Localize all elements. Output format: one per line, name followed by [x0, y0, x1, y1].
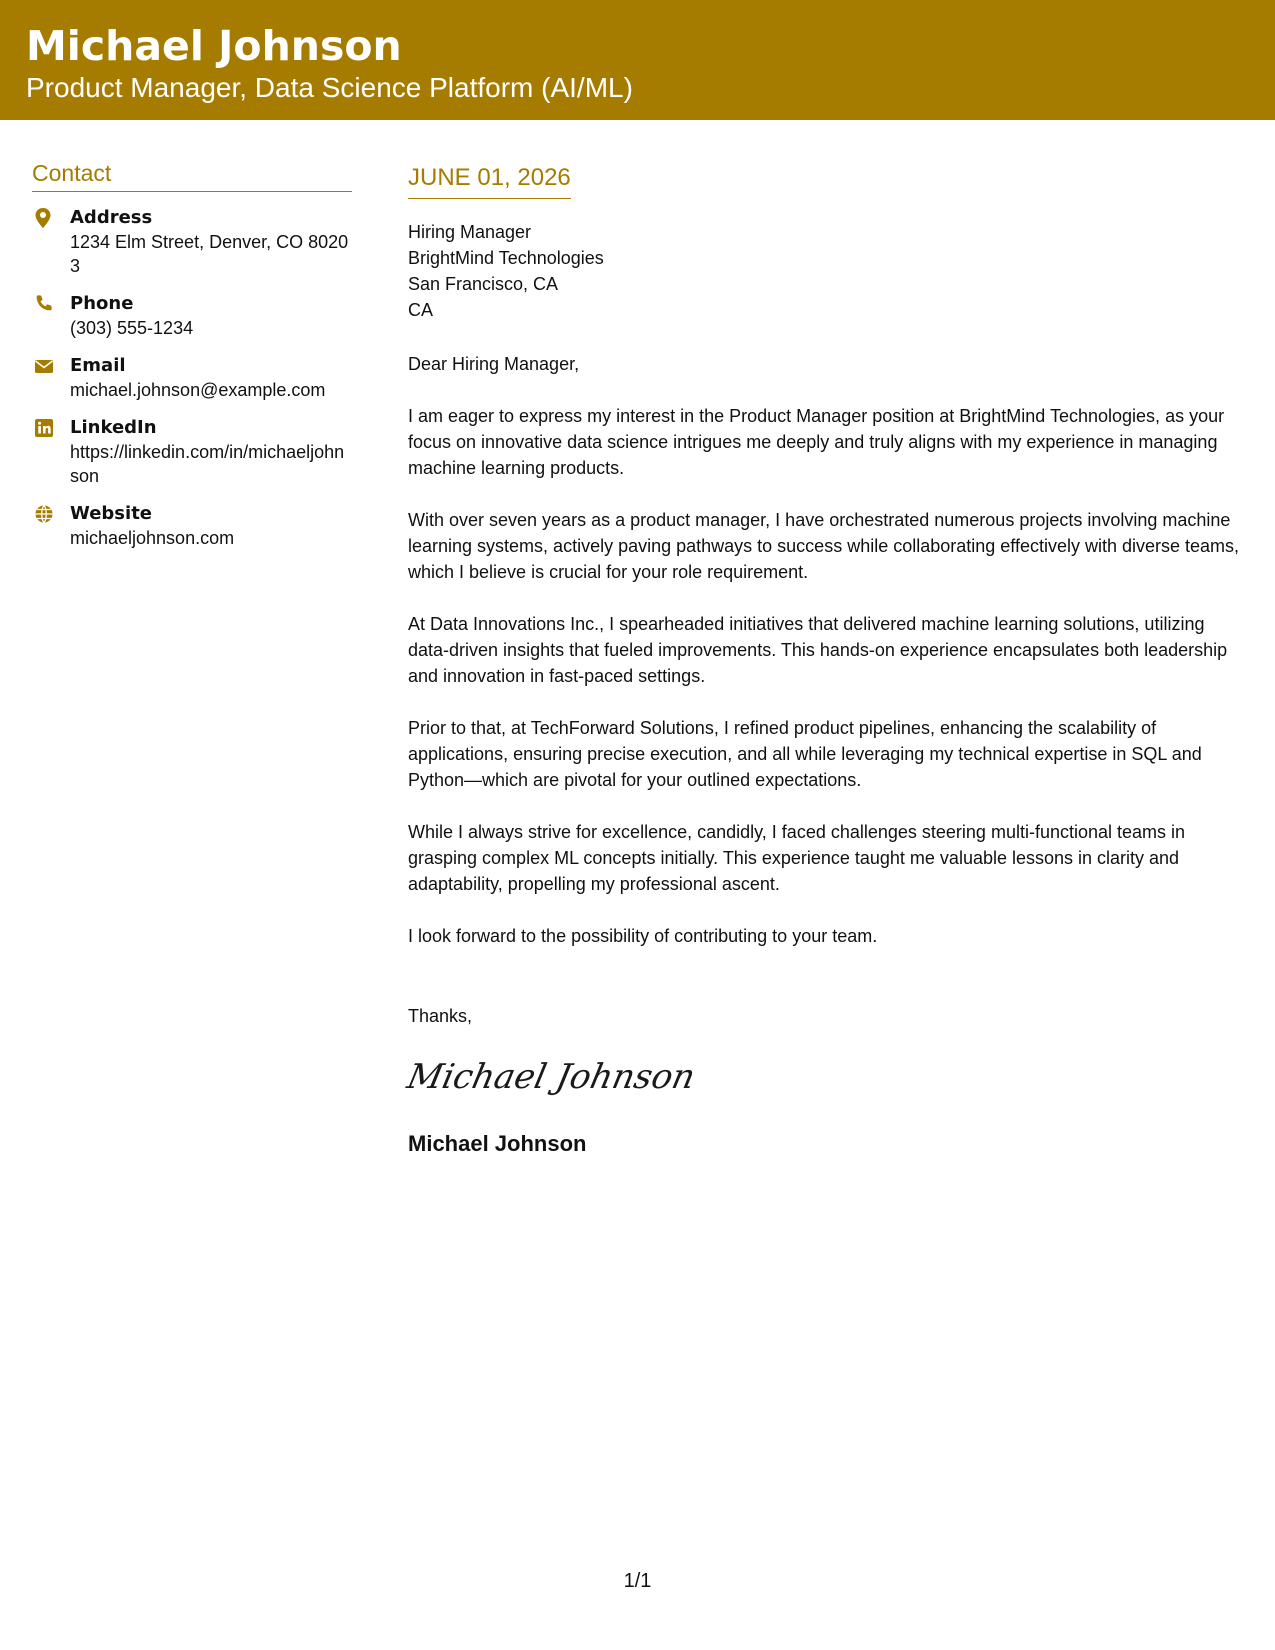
website-label: Website	[70, 503, 153, 524]
contact-item-address	[32, 206, 352, 278]
letter-paragraph: I look forward to the possibility of contributing to your team.	[408, 926, 878, 946]
letter-body	[403, 164, 1243, 1157]
linkedin-icon	[34, 418, 54, 438]
recipient-line: BrightMind Technologies	[408, 248, 604, 268]
recipient-line: Hiring Manager	[408, 222, 532, 242]
signed-name: Michael Johnson	[408, 1131, 587, 1156]
signature-text: Michael Johnson	[403, 1057, 699, 1097]
contact-section-title: Contact	[32, 160, 352, 192]
phone-icon	[34, 294, 54, 314]
salutation: Dear Hiring Manager,	[408, 354, 580, 374]
phone-label: Phone	[70, 293, 134, 314]
linkedin-value[interactable]: https://linkedin.com/in/michaeljohnson	[70, 442, 345, 486]
page-number: 1/1	[623, 1570, 652, 1592]
address-value: 1234 Elm Street, Denver, CO 80203	[70, 232, 349, 276]
letter-paragraph: At Data Innovations Inc., I spearheaded initiatives that delivered machine learning solutions, utilizing data-driven insights that fueled improvements. This hands-on experience encapsulates both leadership and innovation in fast-paced settings.	[408, 614, 1228, 686]
linkedin-label: LinkedIn	[70, 417, 157, 438]
letter-paragraph: With over seven years as a product manager, I have orchestrated numerous projects involving machine learning systems, actively paving pathways to success while collaborating effectively with diverse teams, which I believe is crucial for your role requirement.	[408, 510, 1240, 582]
recipient-line: San Francisco, CA	[408, 274, 559, 294]
envelope-icon	[34, 356, 54, 376]
contact-item-phone	[32, 292, 352, 340]
website-value[interactable]: michaeljohnson.com	[70, 528, 235, 548]
email-label: Email	[70, 355, 126, 376]
globe-icon	[34, 504, 54, 524]
closing: Thanks,	[408, 1006, 473, 1026]
contact-item-linkedin	[32, 416, 352, 488]
handwritten-signature	[403, 1057, 1243, 1109]
letter-paragraph: I am eager to express my interest in the Product Manager position at BrightMind Technologies, as your focus on innovative data science intrigues me deeply and truly aligns with my experience in managing machine learning products.	[408, 406, 1225, 478]
letter-paragraph: Prior to that, at TechForward Solutions, I refined product pipelines, enhancing the scalability of applications, ensuring precise execution, and all while leveraging my technical expertise in SQL and Python—which are pivotal for your outlined expectations.	[408, 718, 1202, 790]
letter-paragraph: While I always strive for excellence, candidly, I faced challenges steering multi-functional teams in grasping complex ML concepts initially. This experience taught me valuable lessons in clarity and adaptability, propelling my professional ascent.	[408, 822, 1186, 894]
letter-date: JUNE 01, 2026	[408, 164, 571, 199]
recipient-line: CA	[408, 300, 434, 320]
candidate-name: Michael Johnson	[26, 22, 402, 70]
recipient-block	[408, 219, 1243, 323]
header-banner	[0, 0, 1275, 120]
location-pin-icon	[34, 208, 54, 228]
email-value[interactable]: michael.johnson@example.com	[70, 380, 326, 400]
contact-sidebar	[32, 160, 352, 564]
contact-item-email	[32, 354, 352, 402]
contact-item-website	[32, 502, 352, 550]
phone-value[interactable]: (303) 555-1234	[70, 318, 194, 338]
job-title: Product Manager, Data Science Platform (AI/ML)	[26, 72, 633, 103]
address-label: Address	[70, 207, 153, 228]
